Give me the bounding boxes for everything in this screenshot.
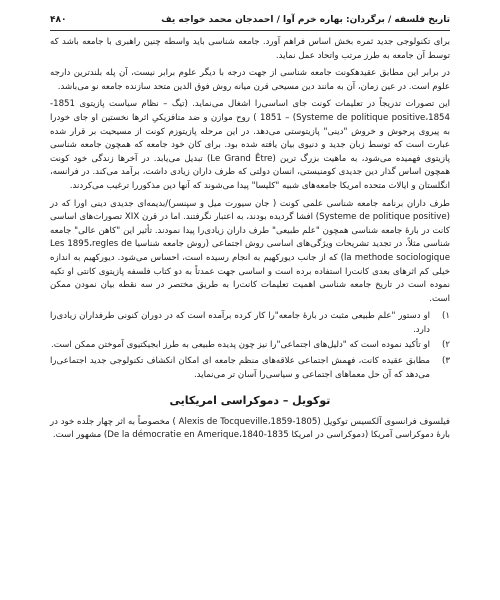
numbered-list: [50, 310, 450, 382]
section-heading: توکویل – دموکراسی امریکایی: [169, 394, 331, 408]
body-text: [50, 36, 450, 447]
list-item: [50, 355, 450, 382]
list-item-text: او دستور "علم طبیعی مثبت در بارهٔ جامعه"را کار کرده برآمده است که در دوران کنونی طرفداران زیادی‌را دارد.: [50, 311, 430, 335]
header-rule: [50, 30, 450, 31]
paragraph: برای تکنولوجی جدید ثمره بخش اساس فراهم آورد. جامعه شناسی باید واسطه چنین راهبری با جامعه باشد که توسط آن جامعه به طرز مرتب واتحاد عمل نماید.: [50, 37, 450, 61]
list-item: [50, 310, 450, 337]
paragraph: فیلسوف فرانسوی آلکسیس توکویل (1805-1859،Alexis de Tocqueville ) مخصوصاً به اثر چهار جلده خود در بارهٔ دموکراسی آمریکا (دموکراسی در امریکا 1835-1840،De la démocratie en Amerique) مشهور است.: [50, 416, 450, 441]
list-number: ۲): [442, 340, 450, 351]
running-header: [50, 12, 450, 28]
list-item-text: او تأکید نموده است که "دلیل‌های اجتماعی"را نیز چون پدیده طبیعی به طرز ابجیکتیوی آموختن ممکن است.: [50, 340, 430, 351]
list-item-text: مطابق عقیده کانت، فهمش اجتماعی علاقه‌های منظم جامعه ای امکان انکشاف تکنولوجی جدید اجتماعی‌را می‌دهد که آن حل معماهای اجتماعی و سیاسی‌را آسان تر می‌نماید.: [50, 356, 430, 380]
list-item: [50, 339, 450, 353]
paragraph: این تصورات تدریجاً در تعلیمات کونت جای اساسی‌را اشغال می‌نماید. (تیگ – نظام سیاست پازیتوی 1851-1854،Systeme de politique positive) – 1851 ) روح موازن و ضد متافزیکیِ اثرها نخستین او جای خودرا به پیروی پرجوش و خروش "دینی" پازیتوستی می‌دهد. در این مرحله پازیتوزم کونت از مسیحیت بر قرار شده عبارت است که توسط زبان جدید و دنیوی بیان یافته شده بود. برای کان خود جامعه که همچون جامعه شناسی پازیتوی فهمیده می‌شود، به ماهیت بزرگ ترین (Le Grand Être) تبدیل می‌یابد. در آخرها زندگی خود کونت همچون اساس گذار دین جدیدی کومنیستی، انسان دولتی که طرف داران زیادی داشت، برآمد می‌کند. در فرانسه، انگلستان و ایالات متحده امریکا جامعه‌های شبیه "کلیسا" پیدا می‌شوند که آنها دین مذکوررا ترغیب می‌کردند.: [50, 99, 450, 191]
paragraph: در برابر این مطابق عقیدهکونت جامعه شناسی از جهت درجه با دیگر علوم برابر نیست، آن پله بلندترین دارجه علوم است. در عین زمان، آن به مانند دین مسیحی قرن میانه روش فوق الدین متحد سازنده جامعه نو می‌باشد.: [50, 68, 450, 92]
running-title: تاریخ فلسفه / برگردان: بهاره خرم آوا / احمدجان محمد خواجه یف: [161, 15, 450, 25]
list-number: ۱): [442, 311, 450, 322]
list-number: ۳): [442, 356, 450, 367]
paragraph: طرف داران برنامه جامعه شناسی علمی کونت ( جان سیورت میل و سپنسر)/بدیمه‌ای جدیدی دینی اورا که در (Systeme de politique positive) افشا گردیده بودند، به اعتبار نگرفتند. اما در قرن XIX تصورات‌های اساسی کانت در بارهٔ جامعه شناسی همچون "علم طبیعی" طرف داران زیادی‌را پیدا نمودند. تأثیر این "کاهن عالی" جامعه شناسی مثلاً، در تجدید تشریحات ویژگی‌های اساسی روش اجتماعی (روش جامعه شناسیا Les 1895،regles de la methode sociologique) که از جانب دیورکهیم به انجام رسیده است، احساس می‌شود. دیورکهیم به اندازه خیلی کم اثرهای بعدی کانت‌را استفاده برده است و اساسی جهت عمدتاً به دو کتاب فلسفه پازیتوی کانتی او تکیه نموده است در تاریخ جامعه شناسی اهمیت تعلیمات کانت‌را به طریق مختصر در سه نقطه بیان نمودن ممکن است.: [50, 198, 450, 304]
page-number: ۴۸۰: [50, 15, 67, 25]
